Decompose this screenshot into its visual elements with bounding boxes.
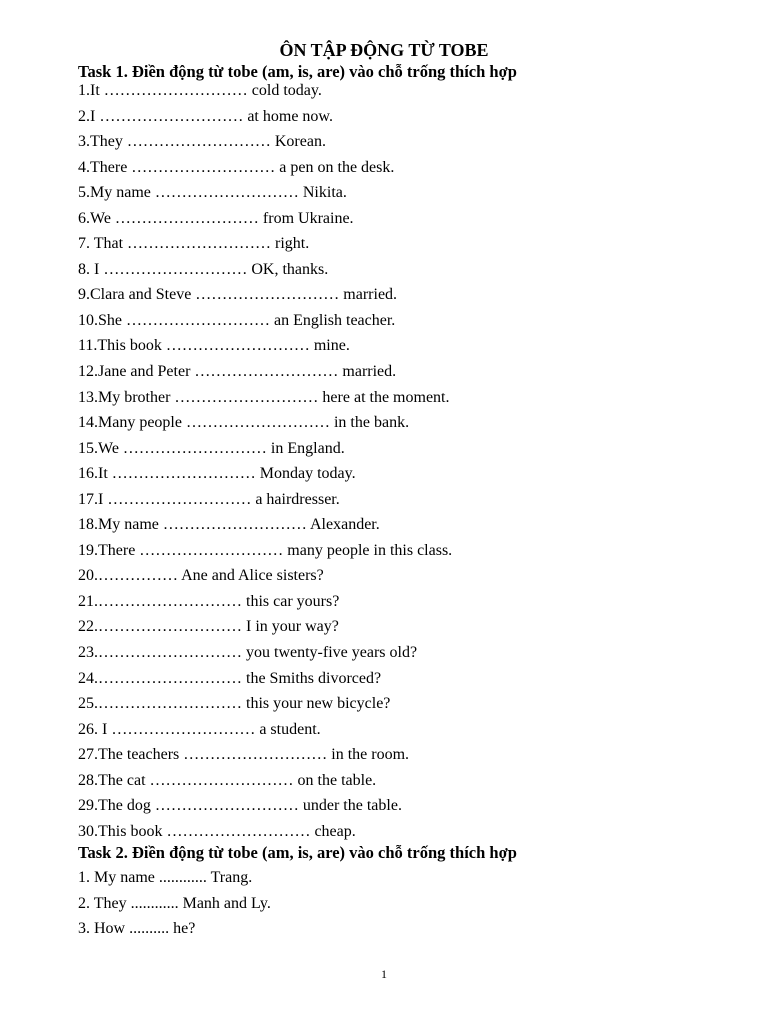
- exercise-item: 25.……………………… this your new bicycle?: [78, 695, 391, 713]
- exercise-item: 30.This book ……………………… cheap.: [78, 822, 356, 840]
- exercise-item: 11.This book ……………………… mine.: [78, 337, 350, 355]
- exercise-item: 18.My name ……………………… Alexander.: [78, 516, 380, 534]
- exercise-item: 14.Many people ……………………… in the bank.: [78, 414, 410, 432]
- exercise-item: 15.We ……………………… in England.: [78, 439, 345, 457]
- exercise-item: 4.There ……………………… a pen on the desk.: [78, 158, 395, 176]
- exercise-item: 3.They ……………………… Korean.: [78, 133, 326, 151]
- exercise-item: 16.It ……………………… Monday today.: [78, 465, 356, 483]
- task1-exercise-list: [78, 78, 452, 844]
- exercise-item: 13.My brother ……………………… here at the moment.: [78, 388, 450, 406]
- exercise-item: 10.She ……………………… an English teacher.: [78, 311, 396, 329]
- exercise-item: 28.The cat ……………………… on the table.: [78, 771, 377, 789]
- task1-heading: Task 1. Điền động từ tobe (am, is, are) vào chỗ trống thích hợp: [78, 62, 517, 81]
- exercise-item: 6.We ……………………… from Ukraine.: [78, 209, 354, 227]
- exercise-item: 8. I ……………………… OK, thanks.: [78, 260, 329, 278]
- exercise-item: 19.There ……………………… many people in this class.: [78, 541, 453, 559]
- exercise-item: 26. I ……………………… a student.: [78, 720, 321, 738]
- exercise-item: 2. They ............ Manh and Ly.: [78, 894, 271, 912]
- exercise-item: 7. That ……………………… right.: [78, 235, 310, 253]
- exercise-item: 22.……………………… I in your way?: [78, 618, 339, 636]
- page-number: 1: [381, 967, 387, 981]
- exercise-item: 3. How .......... he?: [78, 920, 196, 937]
- exercise-item: 9.Clara and Steve ……………………… married.: [78, 286, 398, 304]
- exercise-item: 12.Jane and Peter ……………………… married.: [78, 363, 397, 381]
- exercise-item: 20.…………… Ane and Alice sisters?: [78, 567, 324, 585]
- exercise-item: 1.It ……………………… cold today.: [78, 82, 322, 99]
- exercise-item: 5.My name ……………………… Nikita.: [78, 184, 347, 202]
- exercise-item: 1. My name ............ Trang.: [78, 869, 253, 886]
- exercise-item: 27.The teachers ……………………… in the room.: [78, 746, 410, 764]
- exercise-item: 21.……………………… this car yours?: [78, 592, 340, 610]
- task2-heading: Task 2. Điền động từ tobe (am, is, are) vào chỗ trống thích hợp: [78, 843, 517, 862]
- exercise-item: 24.……………………… the Smiths divorced?: [78, 669, 382, 687]
- exercise-item: 2.I ……………………… at home now.: [78, 107, 333, 125]
- exercise-item: 29.The dog ……………………… under the table.: [78, 797, 402, 815]
- page-title: ÔN TẬP ĐỘNG TỪ TOBE: [279, 40, 489, 60]
- exercise-item: 23.……………………… you twenty-five years old?: [78, 644, 418, 662]
- task2-exercise-list: [78, 865, 271, 942]
- exercise-item: 17.I ……………………… a hairdresser.: [78, 490, 340, 508]
